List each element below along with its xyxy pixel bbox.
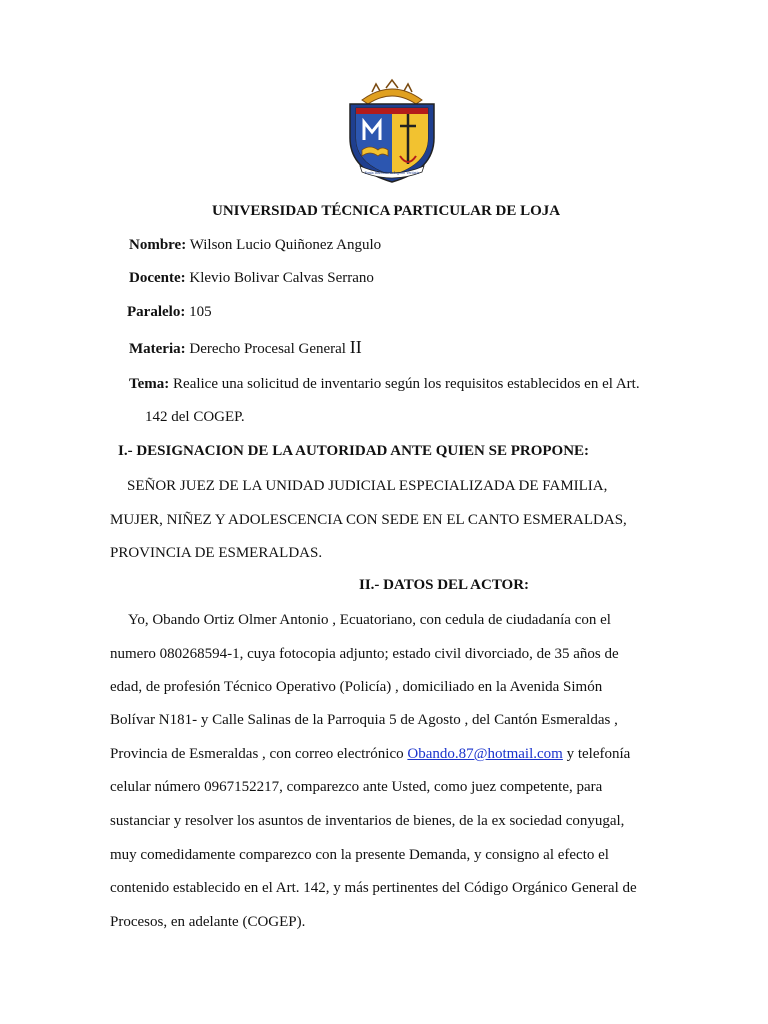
section2-line: Bolívar N181- y Calle Salinas de la Parroquia 5 de Agosto , del Cantón Esmeraldas , xyxy=(110,712,618,728)
tema-value-line2: 142 del COGEP. xyxy=(145,409,245,425)
field-paralelo xyxy=(127,303,212,321)
paralelo-label: Paralelo: xyxy=(127,304,186,320)
docente-value: Klevio Bolivar Calvas Serrano xyxy=(189,270,374,286)
university-title: UNIVERSIDAD TÉCNICA PARTICULAR DE LOJA xyxy=(212,203,561,219)
section1-line: MUJER, NIÑEZ Y ADOLESCENCIA CON SEDE EN EL CANTO ESMERALDAS, xyxy=(110,512,627,528)
field-docente xyxy=(129,269,374,287)
materia-label: Materia: xyxy=(129,341,186,357)
email-line-before: Provincia de Esmeraldas , con correo electrónico xyxy=(110,746,408,762)
field-materia xyxy=(129,338,362,358)
section2-line: contenido establecido en el Art. 142, y más pertinentes del Código Orgánico General de xyxy=(110,880,637,896)
email-link[interactable]: Obando.87@hotmail.com xyxy=(407,746,563,762)
field-tema xyxy=(129,375,640,393)
tema-label: Tema: xyxy=(129,376,170,392)
section2-line: numero 080268594-1, cuya fotocopia adjunto; estado civil divorciado, de 35 años de xyxy=(110,646,619,662)
nombre-label: Nombre: xyxy=(129,237,187,253)
email-line-after: y telefonía xyxy=(562,746,631,762)
field-nombre xyxy=(129,236,381,254)
section1-line: SEÑOR JUEZ DE LA UNIDAD JUDICIAL ESPECIALIZADA DE FAMILIA, xyxy=(127,478,608,494)
section2-line: muy comedidamente comparezco con la presente Demanda, y consigno al efecto el xyxy=(110,847,609,863)
university-crest-logo xyxy=(342,78,442,186)
crest-motto-text: Santa Institutio Indagatio Veritatis xyxy=(364,170,420,175)
docente-label: Docente: xyxy=(129,270,186,286)
materia-numeral: II xyxy=(349,337,362,357)
section1-heading: I.- DESIGNACION DE LA AUTORIDAD ANTE QUIEN SE PROPONE: xyxy=(118,443,590,459)
section2-email-line xyxy=(110,745,630,763)
nombre-value: Wilson Lucio Quiñonez Angulo xyxy=(189,237,382,253)
section1-line: PROVINCIA DE ESMERALDAS. xyxy=(110,545,323,561)
section2-line: edad, de profesión Técnico Operativo (Policía) , domiciliado en la Avenida Simón xyxy=(110,679,603,695)
section2-line: Yo, Obando Ortiz Olmer Antonio , Ecuatoriano, con cedula de ciudadanía con el xyxy=(128,612,611,628)
paralelo-value: 105 xyxy=(189,304,212,320)
crest-crown xyxy=(362,80,422,104)
section2-heading: II.- DATOS DEL ACTOR: xyxy=(359,577,530,593)
section2-line: celular número 0967152217, comparezco ante Usted, como juez competente, para xyxy=(110,779,603,795)
section2-line: Procesos, en adelante (COGEP). xyxy=(110,914,306,930)
tema-value-line1: Realice una solicitud de inventario según los requisitos establecidos en el Art. xyxy=(173,376,640,392)
materia-value: Derecho Procesal General xyxy=(189,341,346,357)
section2-line: sustanciar y resolver los asuntos de inventarios de bienes, de la ex sociedad conyugal, xyxy=(110,813,625,829)
